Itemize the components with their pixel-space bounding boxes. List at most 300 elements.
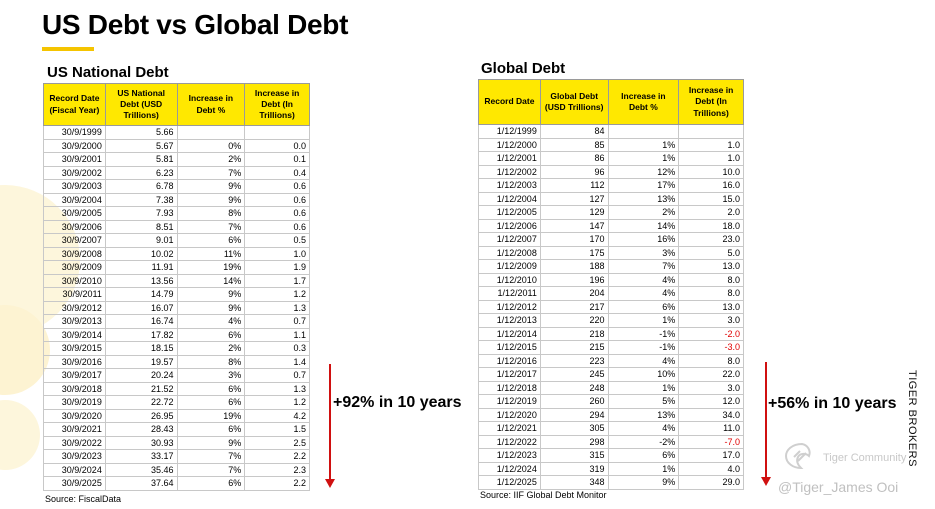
table-cell: 1/12/2012: [479, 300, 541, 314]
background-shape: [0, 400, 40, 470]
table-cell: 1%: [608, 381, 679, 395]
table-cell: 260: [540, 395, 608, 409]
table-cell: 13%: [608, 192, 679, 206]
table-cell: 34.0: [679, 408, 744, 422]
table-row: [44, 396, 310, 410]
column-header: Increase in Debt (In Trillions): [245, 84, 310, 126]
table-header-row: [479, 80, 744, 125]
table-row: [479, 381, 744, 395]
table-cell: 7%: [177, 450, 245, 464]
column-header: US National Debt (USD Trillions): [105, 84, 177, 126]
table-cell: 5%: [608, 395, 679, 409]
table-cell: 1/12/2016: [479, 354, 541, 368]
table-cell: -2%: [608, 435, 679, 449]
table-cell: 196: [540, 273, 608, 287]
table-cell: 17%: [608, 179, 679, 193]
table-cell: 204: [540, 287, 608, 301]
table-cell: 1/12/2003: [479, 179, 541, 193]
us-source-note: Source: FiscalData: [45, 494, 122, 504]
table-cell: 19%: [177, 261, 245, 275]
table-cell: 6%: [177, 423, 245, 437]
table-cell: -2.0: [679, 327, 744, 341]
us-table-body: [44, 126, 310, 491]
table-cell: 1.5: [245, 423, 310, 437]
table-cell: 223: [540, 354, 608, 368]
table-cell: 1/12/1999: [479, 125, 541, 139]
table-cell: 1/12/2017: [479, 368, 541, 382]
table-cell: 2%: [608, 206, 679, 220]
table-cell: 8.51: [105, 220, 177, 234]
table-cell: [679, 125, 744, 139]
table-cell: 9%: [177, 301, 245, 315]
table-cell: 10.0: [679, 165, 744, 179]
table-cell: 11%: [177, 247, 245, 261]
global-growth-annotation: +56% in 10 years: [768, 395, 897, 412]
table-cell: 4.2: [245, 409, 310, 423]
table-cell: 0.7: [245, 369, 310, 383]
table-cell: 30/9/2017: [44, 369, 106, 383]
table-cell: 30/9/2022: [44, 436, 106, 450]
table-cell: 7.38: [105, 193, 177, 207]
table-cell: 30/9/2025: [44, 477, 106, 491]
table-cell: 17.82: [105, 328, 177, 342]
table-row: [479, 300, 744, 314]
table-cell: 9%: [608, 476, 679, 490]
table-cell: -1%: [608, 341, 679, 355]
table-cell: 21.52: [105, 382, 177, 396]
table-row: [479, 435, 744, 449]
table-cell: 3%: [608, 246, 679, 260]
table-cell: 9%: [177, 288, 245, 302]
table-cell: 294: [540, 408, 608, 422]
table-cell: 17.0: [679, 449, 744, 463]
global-arrow-head: [761, 477, 771, 486]
table-cell: 215: [540, 341, 608, 355]
table-cell: 1/12/2006: [479, 219, 541, 233]
table-cell: 30/9/2019: [44, 396, 106, 410]
table-cell: 1/12/2001: [479, 152, 541, 166]
table-row: [44, 463, 310, 477]
global-debt-subtitle: Global Debt: [481, 60, 566, 77]
global-debt-table: [478, 79, 744, 490]
table-cell: 9%: [177, 436, 245, 450]
column-header: Record Date (Fiscal Year): [44, 84, 106, 126]
table-cell: 0.6: [245, 180, 310, 194]
table-cell: 30/9/2008: [44, 247, 106, 261]
table-cell: 1/12/2004: [479, 192, 541, 206]
table-cell: 16.74: [105, 315, 177, 329]
us-arrow-line: [329, 364, 331, 480]
table-cell: 12%: [608, 165, 679, 179]
table-cell: 1.2: [245, 396, 310, 410]
table-row: [44, 288, 310, 302]
table-cell: 7%: [608, 260, 679, 274]
table-cell: 10.02: [105, 247, 177, 261]
table-row: [479, 192, 744, 206]
table-cell: 1/12/2005: [479, 206, 541, 220]
table-row: [479, 219, 744, 233]
table-cell: 3%: [177, 369, 245, 383]
global-arrow-line: [765, 362, 767, 478]
table-cell: 305: [540, 422, 608, 436]
table-row: [44, 477, 310, 491]
table-cell: 30/9/2015: [44, 342, 106, 356]
table-cell: 18.0: [679, 219, 744, 233]
table-cell: 4%: [608, 273, 679, 287]
table-cell: 8.0: [679, 287, 744, 301]
slide-title: US Debt vs Global Debt: [42, 9, 349, 40]
table-cell: 0.1: [245, 153, 310, 167]
table-cell: 16.07: [105, 301, 177, 315]
table-cell: 298: [540, 435, 608, 449]
tiger-community-logo-icon: [782, 441, 822, 471]
table-cell: 4%: [608, 422, 679, 436]
table-cell: 1/12/2010: [479, 273, 541, 287]
table-cell: 1/12/2013: [479, 314, 541, 328]
table-row: [479, 125, 744, 139]
table-cell: 348: [540, 476, 608, 490]
table-cell: 30/9/1999: [44, 126, 106, 140]
table-cell: 3.0: [679, 381, 744, 395]
table-row: [479, 341, 744, 355]
table-cell: 1/12/2023: [479, 449, 541, 463]
table-row: [479, 462, 744, 476]
us-growth-annotation: +92% in 10 years: [333, 394, 462, 411]
table-cell: 11.91: [105, 261, 177, 275]
table-cell: 9.01: [105, 234, 177, 248]
table-cell: 4.0: [679, 462, 744, 476]
us-debt-subtitle: US National Debt: [47, 64, 169, 81]
table-row: [479, 395, 744, 409]
table-cell: 1.3: [245, 301, 310, 315]
table-cell: 30/9/2011: [44, 288, 106, 302]
column-header: Increase in Debt %: [177, 84, 245, 126]
table-row: [44, 261, 310, 275]
table-cell: 13.0: [679, 260, 744, 274]
table-cell: -7.0: [679, 435, 744, 449]
table-row: [44, 193, 310, 207]
table-cell: 86: [540, 152, 608, 166]
table-cell: 1%: [608, 462, 679, 476]
us-debt-table: [43, 83, 310, 491]
title-underline: [42, 47, 94, 51]
table-cell: 6%: [177, 382, 245, 396]
table-cell: 220: [540, 314, 608, 328]
table-cell: 1/12/2014: [479, 327, 541, 341]
table-cell: 85: [540, 138, 608, 152]
table-cell: 15.0: [679, 192, 744, 206]
table-cell: 2.3: [245, 463, 310, 477]
table-cell: 8.0: [679, 354, 744, 368]
column-header: Global Debt (USD Trillions): [540, 80, 608, 125]
table-row: [44, 315, 310, 329]
table-cell: 30/9/2000: [44, 139, 106, 153]
table-cell: 188: [540, 260, 608, 274]
table-cell: 4%: [608, 354, 679, 368]
table-cell: 1/12/2025: [479, 476, 541, 490]
table-row: [44, 369, 310, 383]
table-cell: 30/9/2018: [44, 382, 106, 396]
table-cell: 6.78: [105, 180, 177, 194]
table-cell: 11.0: [679, 422, 744, 436]
table-cell: 217: [540, 300, 608, 314]
table-cell: 30/9/2002: [44, 166, 106, 180]
table-cell: 33.17: [105, 450, 177, 464]
table-cell: 5.81: [105, 153, 177, 167]
table-cell: [177, 126, 245, 140]
us-arrow-head: [325, 479, 335, 488]
table-row: [479, 165, 744, 179]
table-row: [479, 476, 744, 490]
table-cell: 1/12/2000: [479, 138, 541, 152]
table-cell: 1.1: [245, 328, 310, 342]
table-row: [44, 274, 310, 288]
table-cell: 16%: [608, 233, 679, 247]
table-row: [44, 166, 310, 180]
table-cell: 1/12/2024: [479, 462, 541, 476]
table-row: [479, 179, 744, 193]
table-cell: 30/9/2010: [44, 274, 106, 288]
table-cell: 1/12/2008: [479, 246, 541, 260]
table-cell: 2.2: [245, 450, 310, 464]
table-cell: 1.4: [245, 355, 310, 369]
table-cell: 1/12/2021: [479, 422, 541, 436]
table-cell: 29.0: [679, 476, 744, 490]
table-cell: 30/9/2014: [44, 328, 106, 342]
table-cell: 0.3: [245, 342, 310, 356]
table-cell: [608, 125, 679, 139]
global-table-body: [479, 125, 744, 490]
column-header: Increase in Debt %: [608, 80, 679, 125]
table-row: [479, 368, 744, 382]
table-cell: 20.24: [105, 369, 177, 383]
table-cell: 22.72: [105, 396, 177, 410]
table-cell: 6%: [177, 477, 245, 491]
table-cell: 35.46: [105, 463, 177, 477]
table-cell: 1/12/2009: [479, 260, 541, 274]
table-row: [44, 234, 310, 248]
table-cell: 37.64: [105, 477, 177, 491]
table-cell: 218: [540, 327, 608, 341]
table-cell: 30/9/2021: [44, 423, 106, 437]
table-cell: 7%: [177, 463, 245, 477]
brand-label: TIGER BROKERS: [906, 370, 918, 467]
table-row: [479, 354, 744, 368]
table-cell: 96: [540, 165, 608, 179]
table-cell: 6%: [608, 300, 679, 314]
table-cell: -3.0: [679, 341, 744, 355]
table-cell: 1/12/2018: [479, 381, 541, 395]
table-cell: 1/12/2020: [479, 408, 541, 422]
table-cell: 5.0: [679, 246, 744, 260]
table-row: [479, 138, 744, 152]
table-cell: 13.56: [105, 274, 177, 288]
table-cell: 0.0: [245, 139, 310, 153]
table-cell: 245: [540, 368, 608, 382]
table-cell: 8%: [177, 207, 245, 221]
table-row: [479, 206, 744, 220]
table-cell: 0.6: [245, 220, 310, 234]
table-row: [44, 328, 310, 342]
table-row: [44, 180, 310, 194]
table-cell: 84: [540, 125, 608, 139]
table-cell: 0.7: [245, 315, 310, 329]
table-cell: 1.0: [679, 138, 744, 152]
table-row: [44, 139, 310, 153]
table-row: [44, 301, 310, 315]
table-cell: 19%: [177, 409, 245, 423]
table-cell: 147: [540, 219, 608, 233]
table-cell: 13%: [608, 408, 679, 422]
table-cell: 1.0: [245, 247, 310, 261]
table-row: [479, 408, 744, 422]
table-cell: 2.5: [245, 436, 310, 450]
table-cell: 1/12/2002: [479, 165, 541, 179]
table-row: [44, 207, 310, 221]
table-cell: 1/12/2011: [479, 287, 541, 301]
table-cell: 30/9/2016: [44, 355, 106, 369]
table-cell: 30/9/2006: [44, 220, 106, 234]
table-cell: 13.0: [679, 300, 744, 314]
table-cell: 14%: [177, 274, 245, 288]
table-cell: 0%: [177, 139, 245, 153]
table-row: [44, 436, 310, 450]
table-row: [479, 287, 744, 301]
table-cell: 315: [540, 449, 608, 463]
table-cell: 319: [540, 462, 608, 476]
table-cell: 1/12/2019: [479, 395, 541, 409]
table-cell: [245, 126, 310, 140]
table-cell: 6.23: [105, 166, 177, 180]
table-row: [44, 247, 310, 261]
table-cell: 8.0: [679, 273, 744, 287]
table-row: [44, 355, 310, 369]
table-cell: 1.3: [245, 382, 310, 396]
table-cell: 1/12/2015: [479, 341, 541, 355]
table-row: [44, 423, 310, 437]
table-cell: 26.95: [105, 409, 177, 423]
table-row: [479, 233, 744, 247]
table-row: [44, 450, 310, 464]
table-row: [479, 152, 744, 166]
table-cell: 7%: [177, 166, 245, 180]
table-row: [479, 422, 744, 436]
table-row: [479, 449, 744, 463]
table-cell: 0.6: [245, 193, 310, 207]
table-cell: 30/9/2005: [44, 207, 106, 221]
table-cell: 7%: [177, 220, 245, 234]
table-cell: 30/9/2001: [44, 153, 106, 167]
table-cell: 30/9/2013: [44, 315, 106, 329]
table-row: [479, 246, 744, 260]
global-source-note: Source: IIF Global Debt Monitor: [480, 490, 607, 500]
table-cell: 1%: [608, 314, 679, 328]
table-cell: 14%: [608, 219, 679, 233]
table-row: [44, 382, 310, 396]
table-cell: 30/9/2024: [44, 463, 106, 477]
table-cell: 6%: [608, 449, 679, 463]
table-cell: 1.0: [679, 152, 744, 166]
table-cell: 10%: [608, 368, 679, 382]
table-cell: 2.2: [245, 477, 310, 491]
table-cell: 23.0: [679, 233, 744, 247]
table-row: [44, 126, 310, 140]
watermark-username: @Tiger_James Ooi: [778, 479, 899, 495]
table-cell: 30/9/2012: [44, 301, 106, 315]
table-cell: 12.0: [679, 395, 744, 409]
table-cell: 19.57: [105, 355, 177, 369]
table-cell: 0.6: [245, 207, 310, 221]
table-cell: 1.9: [245, 261, 310, 275]
table-cell: 9%: [177, 180, 245, 194]
table-cell: 5.66: [105, 126, 177, 140]
table-row: [44, 220, 310, 234]
table-cell: 1/12/2022: [479, 435, 541, 449]
table-cell: 1%: [608, 152, 679, 166]
table-cell: 1.7: [245, 274, 310, 288]
table-row: [479, 327, 744, 341]
table-cell: 16.0: [679, 179, 744, 193]
table-cell: 129: [540, 206, 608, 220]
table-cell: 6%: [177, 234, 245, 248]
table-row: [479, 273, 744, 287]
table-cell: 30/9/2004: [44, 193, 106, 207]
table-cell: 0.4: [245, 166, 310, 180]
table-cell: 5.67: [105, 139, 177, 153]
watermark-community: Tiger Community: [823, 452, 907, 464]
table-cell: 175: [540, 246, 608, 260]
table-cell: 2.0: [679, 206, 744, 220]
table-cell: 4%: [608, 287, 679, 301]
table-cell: 30/9/2023: [44, 450, 106, 464]
table-cell: 9%: [177, 193, 245, 207]
table-cell: 170: [540, 233, 608, 247]
table-row: [44, 342, 310, 356]
table-cell: 6%: [177, 396, 245, 410]
table-cell: 0.5: [245, 234, 310, 248]
table-cell: -1%: [608, 327, 679, 341]
table-cell: 18.15: [105, 342, 177, 356]
table-cell: 127: [540, 192, 608, 206]
table-header-row: [44, 84, 310, 126]
table-cell: 4%: [177, 315, 245, 329]
table-cell: 248: [540, 381, 608, 395]
column-header: Record Date: [479, 80, 541, 125]
table-cell: 2%: [177, 342, 245, 356]
table-cell: 30/9/2003: [44, 180, 106, 194]
table-cell: 1/12/2007: [479, 233, 541, 247]
table-cell: 30/9/2007: [44, 234, 106, 248]
table-cell: 112: [540, 179, 608, 193]
column-header: Increase in Debt (In Trillions): [679, 80, 744, 125]
table-row: [479, 260, 744, 274]
table-cell: 1.2: [245, 288, 310, 302]
table-cell: 1%: [608, 138, 679, 152]
table-cell: 14.79: [105, 288, 177, 302]
table-cell: 6%: [177, 328, 245, 342]
table-cell: 22.0: [679, 368, 744, 382]
table-row: [44, 409, 310, 423]
table-cell: 2%: [177, 153, 245, 167]
table-row: [44, 153, 310, 167]
table-cell: 30.93: [105, 436, 177, 450]
table-cell: 30/9/2009: [44, 261, 106, 275]
table-cell: 8%: [177, 355, 245, 369]
table-cell: 30/9/2020: [44, 409, 106, 423]
table-cell: 3.0: [679, 314, 744, 328]
table-cell: 28.43: [105, 423, 177, 437]
table-cell: 7.93: [105, 207, 177, 221]
